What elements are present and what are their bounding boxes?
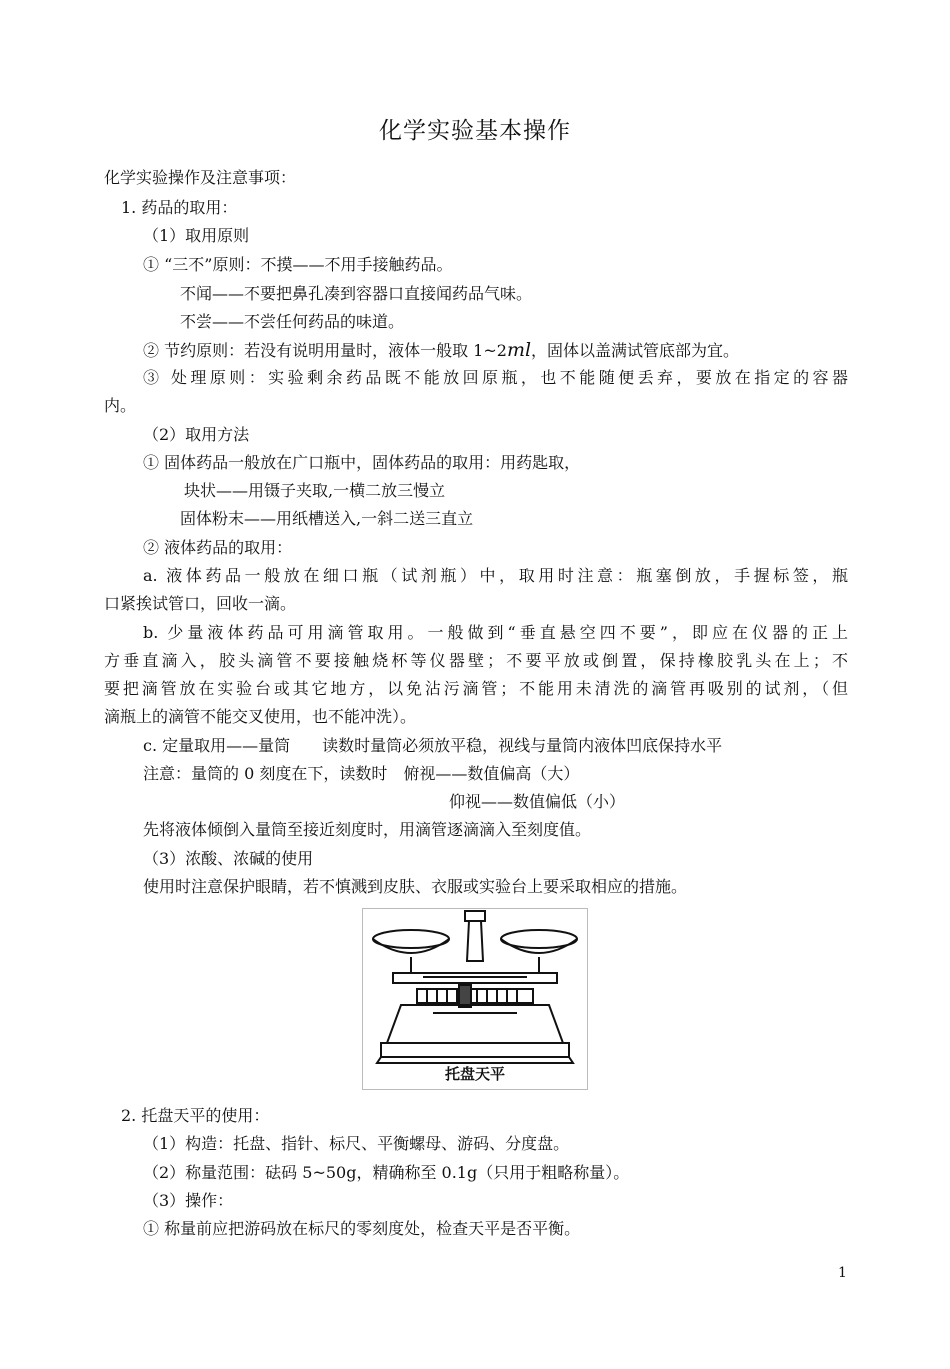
text-line: 滴瓶上的滴管不能交叉使用，也不能冲洗）。 — [104, 707, 417, 726]
page-number: 1 — [838, 1265, 847, 1281]
text-line: 注意：量筒的 0 刻度在下，读数时 俯视——数值偏高（大） — [143, 764, 580, 783]
text-segment: ，固体以盖满试管底部为宜。 — [531, 341, 740, 360]
text-segment: ② 节约原则：若没有说明用量时，液体一般取 1~2 — [143, 341, 507, 360]
text-line: 仰视——数值偏低（小） — [449, 792, 626, 811]
text-line: ① 称量前应把游码放在标尺的零刻度处，检查天平是否平衡。 — [143, 1219, 581, 1238]
text-line: ① 固体药品一般放在广口瓶中，固体药品的取用：用药匙取， — [143, 453, 581, 472]
section-heading: 1. 药品的取用： — [121, 198, 238, 217]
section-heading: 2. 托盘天平的使用： — [121, 1106, 270, 1125]
text-line: 固体粉末——用纸槽送入,一斜二送三直立 — [180, 509, 474, 528]
text-line: 块状——用镊子夹取,一横二放三慢立 — [184, 481, 446, 500]
text-line: ③ 处理原则：实验剩余药品既不能放回原瓶，也不能随便丢弃，要放在指定的容器 — [143, 368, 848, 387]
text-line: 使用时注意保护眼睛，若不慎溅到皮肤、衣服或实验台上要采取相应的措施。 — [143, 877, 688, 896]
text-line: 口紧挨试管口，回收一滴。 — [104, 594, 297, 613]
text-line: 化学实验操作及注意事项： — [104, 168, 297, 187]
unit-ml: ml — [506, 339, 532, 361]
balance-figure — [362, 908, 588, 1090]
subsection-heading: （1）取用原则 — [143, 226, 250, 245]
text-line: 先将液体倾倒入量筒至接近刻度时，用滴管逐滴滴入至刻度值。 — [143, 820, 592, 839]
text-line: 内。 — [104, 396, 137, 415]
text-line: b. 少量液体药品可用滴管取用。一般做到“垂直悬空四不要”，即应在仪器的正上 — [143, 623, 848, 642]
text-line: c. 定量取用——量筒 读数时量筒必须放平稳，视线与量筒内液体凹底保持水平 — [143, 736, 723, 755]
subsection-heading: （3）浓酸、浓碱的使用 — [143, 849, 314, 868]
balance-scale-icon — [363, 909, 587, 1089]
text-line: 方垂直滴入，胶头滴管不要接触烧杯等仪器壁；不要平放或倒置，保持橡胶乳头在上；不 — [104, 651, 848, 670]
text-line: 不尝——不尝任何药品的味道。 — [180, 312, 405, 331]
text-line: （2）称量范围：砝码 5~50g，精确称至 0.1g（只用于粗略称量）。 — [143, 1163, 630, 1182]
text-line: （1）构造：托盘、指针、标尺、平衡螺母、游码、分度盘。 — [143, 1134, 570, 1153]
figure-caption: 托盘天平 — [444, 1065, 505, 1083]
text-line: ① “三不”原则：不摸——不用手接触药品。 — [143, 255, 453, 274]
text-line: 不闻——不要把鼻孔凑到容器口直接闻药品气味。 — [180, 284, 533, 303]
text-line: ② 液体药品的取用： — [143, 538, 293, 557]
subsection-heading: （3）操作： — [143, 1191, 234, 1210]
document-title: 化学实验基本操作 — [379, 118, 571, 144]
text-line — [143, 340, 739, 361]
subsection-heading: （2）取用方法 — [143, 425, 250, 444]
text-line: a. 液体药品一般放在细口瓶（试剂瓶）中，取用时注意：瓶塞倒放，手握标签，瓶 — [143, 566, 848, 585]
text-line: 要把滴管放在实验台或其它地方，以免沾污滴管；不能用未清洗的滴管再吸别的试剂，（但 — [104, 679, 848, 698]
